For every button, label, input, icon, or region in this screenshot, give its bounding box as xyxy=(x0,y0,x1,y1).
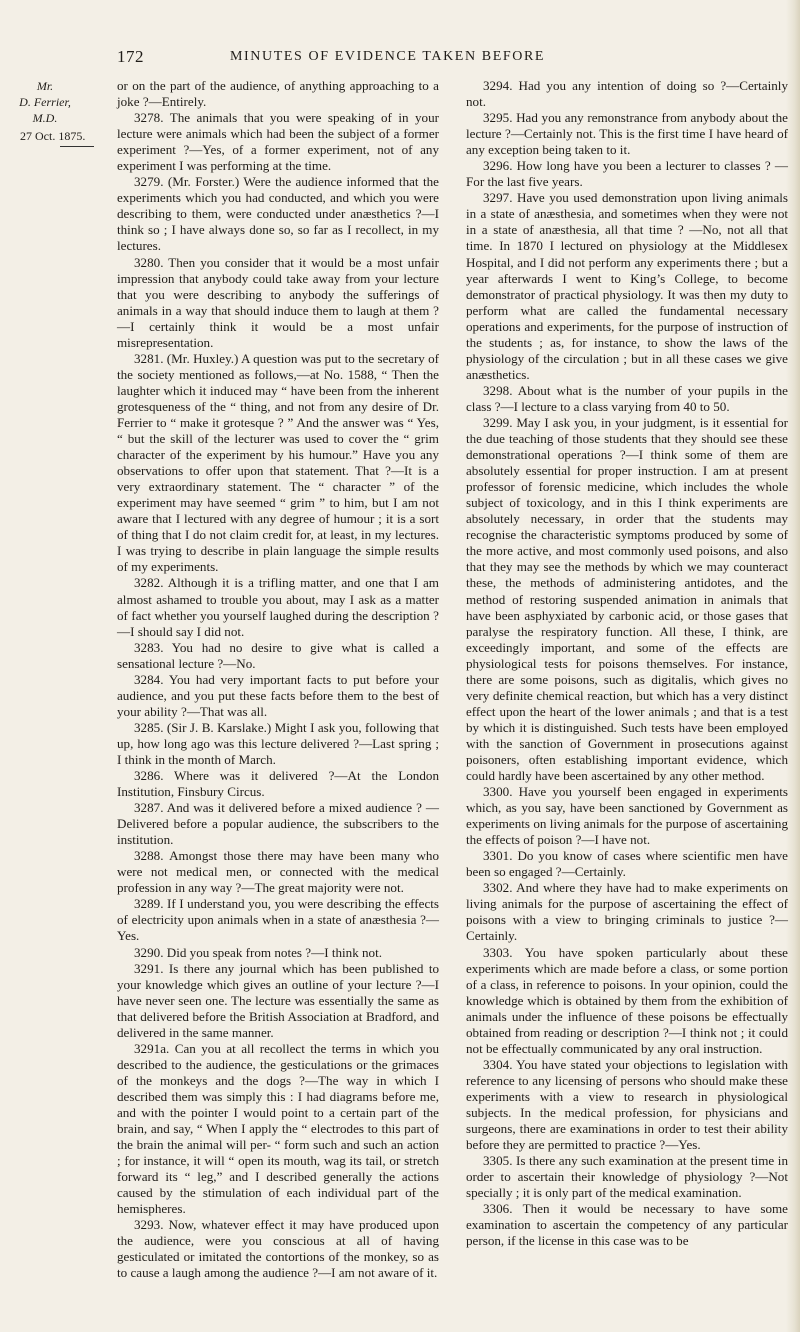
witness-title: Mr. xyxy=(36,79,54,93)
evidence-paragraph: 3288. Amongst those there may have been many who were not medical men, or connected with the medical profession in any way ?—The great majority were not. xyxy=(117,848,439,896)
evidence-paragraph: 3302. And where they have had to make experiments on living animals for the purpose of ascertaining the effect of poisons with a view to bringing criminals to justice ?—Certainly. xyxy=(466,880,788,944)
evidence-paragraph: 3299. May I ask you, in your judgment, is it essential for the due teaching of those students that they should see these demonstrational operations ?—I think some of them are absolutely essential for proper instruction. I am at present professor of forensic medicine, which includes the whole subject of toxicology, and in this I think experiments are absolutely necessary, in order that the students may recognise the characteristic symptoms produced by some of the more active, and most commonly used poisons, and also that they may see the methods by which we may counteract these, the methods of administering antidotes, and the method of restoring suspended animation in animals that have been asphyxiated by carbonic acid, or those gases that paralyse the respiratory function. All these, I think, are exceedingly important, and some of the effects are physiological tests for poisons themselves. For instance, there are some poisons, such as digitalis, which gives no very definite chemical reaction, but which has a very distinct effect upon the heart of the lower animals ; and that is a test by which it is distinguished. Such tests have been employed with the sanction of Government in prosecutions against poisoners, often establishing important evidence, which could hardly have been ascertained by any other method. xyxy=(466,414,788,784)
evidence-paragraph: 3278. The animals that you were speaking of in your lecture were animals which had been the subject of a former experiment ?—Yes, of a former experiment, not of any experiment I was performing at the time. xyxy=(117,110,439,174)
evidence-paragraph: or on the part of the audience, of anything approaching to a joke ?—Entirely. xyxy=(117,78,439,110)
evidence-paragraph: 3294. Had you any intention of doing so ?—Certainly not. xyxy=(466,78,788,110)
witness-margin-note xyxy=(14,78,76,126)
left-text-column xyxy=(117,78,439,1282)
evidence-paragraph: 3296. How long have you been a lecturer to classes ? —For the last five years. xyxy=(466,158,788,190)
margin-divider xyxy=(60,146,94,147)
evidence-paragraph: 3301. Do you know of cases where scientific men have been so engaged ?—Certainly. xyxy=(466,848,788,880)
witness-name: D. Ferrier, xyxy=(19,95,71,109)
running-title: MINUTES OF EVIDENCE TAKEN BEFORE xyxy=(230,49,546,64)
page-number: 172 xyxy=(117,47,144,66)
evidence-paragraph: 3284. You had very important facts to put before your audience, and you put these facts before them to the best of your ability ?—That was all. xyxy=(117,671,439,719)
evidence-paragraph: 3297. Have you used demonstration upon living animals in a state of anæsthesia, and sometimes when they were not in a state of anæsthesia, all that time ? —No, not all that time. In 1870 I lectured on physiology at the Middlesex Hospital, and I did not perform any experiments there ; but a year afterwards I went to King’s College, to become demonstrator of practical physiology. It was then my duty to perform what are called the fundamental necessary operations and experiments, for the purpose of instruction of the students ; as, for instance, to show the laws of the physiology of the circulation ; but in all these cases we give anæsthetics. xyxy=(466,190,788,382)
evidence-paragraph: 3285. (Sir J. B. Karslake.) Might I ask you, following that up, how long ago was this lecture delivered ?—Last spring ; I think in the month of March. xyxy=(117,719,439,767)
evidence-paragraph: 3289. If I understand you, you were describing the effects of electricity upon animals when in a state of anæsthesia ?—Yes. xyxy=(117,896,439,944)
evidence-paragraph: 3279. (Mr. Forster.) Were the audience informed that the experiments which you had conducted, and which you were describing to them, were conducted under anæsthetics ?—I think so ; I have always done so, so far as I recollect, in my lectures. xyxy=(117,174,439,254)
evidence-paragraph: 3300. Have you yourself been engaged in experiments which, as you say, have been sanctioned by Government as experiments on living animals for the purpose of ascertaining the effects of poison ?—I have not. xyxy=(466,784,788,848)
evidence-paragraph: 3293. Now, whatever effect it may have produced upon the audience, were you conscious at all of having gesticulated or imitated the contortions of the monkey, so as to cause a laugh among the audience ?—I am not aware of it. xyxy=(117,1217,439,1281)
evidence-paragraph: 3303. You have spoken particularly about these experiments which are made before a class, or some portion of a class, in reference to poisons. In your opinion, could the knowledge which is obtained by them from the exhibition of animals under the influence of these poisons be effectually obtained from reading or description ?—I think not ; it could not be effectually communicated by any oral instruction. xyxy=(466,944,788,1056)
evidence-paragraph: 3305. Is there any such examination at the present time in order to ascertain their knowledge of physiology ?—Not specially ; it is only part of the medical examination. xyxy=(466,1153,788,1201)
evidence-paragraph: 3283. You had no desire to give what is called a sensational lecture ?—No. xyxy=(117,639,439,671)
evidence-paragraph: 3282. Although it is a trifling matter, and one that I am almost ashamed to trouble you about, may I ask as a matter of fact whether you yourself laughed during the description ?—I should say I did not. xyxy=(117,575,439,639)
evidence-paragraph: 3291a. Can you at all recollect the terms in which you described to the audience, the gesticulations or the grimaces of the monkeys and the dogs ?—The way in which I described them was simply this : I had diagrams before me, and with the pointer I would point to a certain part of the brain, and say, “ When I apply the “ electrodes to this part of the brain the animal will per- “ form such and such an action ; for instance, it will “ open its mouth, wag its tail, or stretch forward its “ leg,” and I described generally the actions caused by the stimulation of each individual part of the hemispheres. xyxy=(117,1040,439,1217)
evidence-paragraph: 3287. And was it delivered before a mixed audience ? —Delivered before a popular audience, the subscribers to the institution. xyxy=(117,800,439,848)
evidence-paragraph: 3295. Had you any remonstrance from anybody about the lecture ?—Certainly not. This is the first time I have heard of any exception being taken to it. xyxy=(466,110,788,158)
hearing-date: 27 Oct. 1875. xyxy=(20,129,86,143)
evidence-paragraph: 3306. Then it would be necessary to have some examination to ascertain the competency of any particular person, if the license in this case was to be xyxy=(466,1201,788,1249)
page-header xyxy=(0,47,800,69)
page-edge-shadow xyxy=(786,0,800,1332)
right-text-column xyxy=(466,78,788,1249)
witness-degree: M.D. xyxy=(32,111,58,125)
evidence-paragraph: 3298. About what is the number of your pupils in the class ?—I lecture to a class varying from 40 to 50. xyxy=(466,382,788,414)
evidence-paragraph: 3286. Where was it delivered ?—At the London Institution, Finsbury Circus. xyxy=(117,768,439,800)
evidence-paragraph: 3304. You have stated your objections to legislation with reference to any licensing of persons who should make these experiments with a view to research in physiological subjects. In the medical profession, for physicians and surgeons, there are examinations in order to test their ability before they are permitted to practice ?—Yes. xyxy=(466,1056,788,1153)
evidence-paragraph: 3281. (Mr. Huxley.) A question was put to the secretary of the society mentioned as follows,—at No. 1588, “ Then the laughter which it induced may “ have been from the inherent grotesqueness of the “ thing, and not from any desire of Dr. Ferrier to “ make it grotesque ? ” And the answer was “ Yes, “ but the skill of the lecturer was used to cover the “ grim character of the experiment by his humour.” Have you any observations to offer upon that statement. That ?—It is a very extraordinary statement. The “ character ” of the experiment may have seemed “ grim ” to him, but I am not aware that I lectured with any degree of humour ; it is a sort of thing that I do not claim credit for, at least, in my lectures. I was trying to describe in plain language the simple results of my experiments. xyxy=(117,350,439,575)
evidence-paragraph: 3280. Then you consider that it would be a most unfair impression that anybody could take away from your lecture that you were describing to anybody the sufferings of animals in a way that should induce them to laugh at them ?—I certainly think it would be a most unfair misrepresentation. xyxy=(117,254,439,350)
evidence-paragraph: 3290. Did you speak from notes ?—I think not. xyxy=(134,944,383,960)
evidence-paragraph: 3291. Is there any journal which has been published to your knowledge which gives an outline of your lecture ?—I have never seen one. The lecture was essentially the same as that delivered before the British Association at Bradford, and delivered in the same manner. xyxy=(117,960,439,1040)
